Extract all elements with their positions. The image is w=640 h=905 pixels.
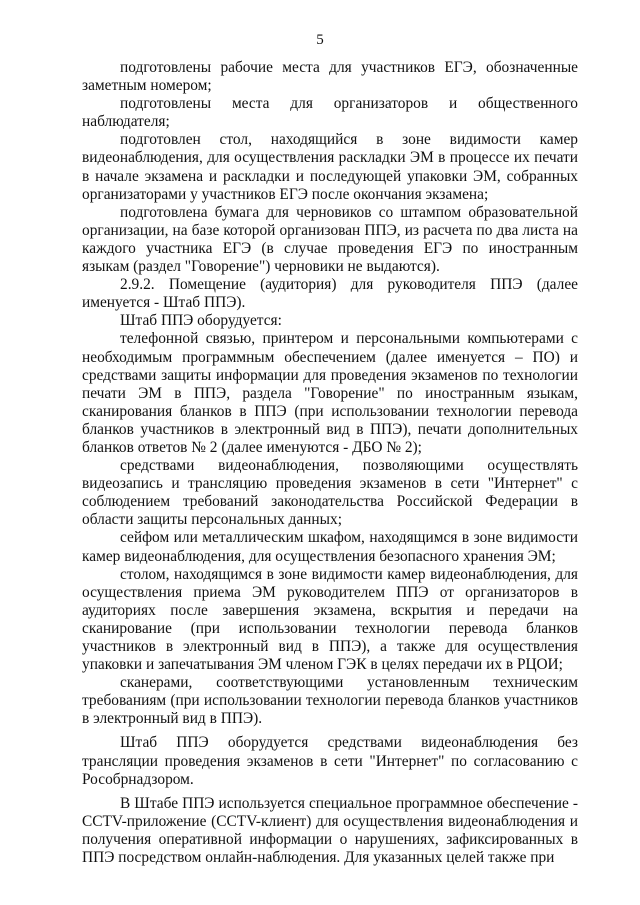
paragraph-video-surveillance: средствами видеонаблюдения, позволяющими осуществлять видеозапись и трансляцию проведения экзаменов в сети "Интернет" с соблюдением требований законодательства Российской Федерации в области защиты персональных данных; — [82, 457, 578, 529]
paragraph-section-2-9-2: 2.9.2. Помещение (аудитория) для руководителя ППЭ (далее именуется - Штаб ППЭ). — [82, 276, 578, 312]
paragraph-workplaces: подготовлены рабочие места для участников ЕГЭ, обозначенные заметным номером; — [82, 59, 578, 95]
paragraph-phone-printer: телефонной связью, принтером и персональными компьютерами с необходимым программным обеспечением (далее именуется – ПО) и средствами защиты информации для проведения экзаменов по технологии печати ЭМ в ППЭ, раздела "Говорение" по иностранным языкам, сканирования бланков в ППЭ (при использовании технологии перевода бланков участников в электронный вид в ППЭ), печати дополнительных бланков ответов № 2 (далее именуются - ДБО № 2); — [82, 330, 578, 456]
paragraph-safe: сейфом или металлическим шкафом, находящимся в зоне видимости камер видеонаблюдения, для осуществления безопасного хранения ЭМ; — [82, 529, 578, 565]
document-body — [82, 59, 578, 867]
paragraph-no-broadcast: Штаб ППЭ оборудуется средствами видеонаблюдения без трансляции проведения экзаменов в сети "Интернет" по согласованию с Рособрнадзором. — [82, 734, 578, 788]
paragraph-staff-equipment: Штаб ППЭ оборудуется: — [120, 312, 282, 330]
paragraph-scanners: сканерами, соответствующими установленным техническим требованиям (при использовании технологии перевода бланков участников в электронный вид в ППЭ). — [82, 674, 578, 728]
paragraph-reception-table: столом, находящимся в зоне видимости камер видеонаблюдения, для осуществления приема ЭМ руководителем ППЭ от организаторов в аудиториях после завершения экзамена, вскрытия и передачи на сканирование (при использовании технологии перевода бланков участников в электронный вид в ППЭ), а также для осуществления упаковки и запечатывания ЭМ членом ГЭК в целях передачи их в РЦОИ; — [82, 565, 578, 674]
page-number: 5 — [316, 32, 324, 48]
paragraph-cctv: В Штабе ППЭ используется специальное программное обеспечение - CCTV-приложение (CCTV-клиент) для осуществления видеонаблюдения и получения оперативной информации о нарушениях, зафиксированных в ППЭ посредством онлайн-наблюдения. Для указанных целей также при — [82, 794, 578, 867]
paragraph-organizer-places: подготовлены места для организаторов и общественного наблюдателя; — [82, 95, 578, 131]
paragraph-table: подготовлен стол, находящийся в зоне видимости камер видеонаблюдения, для осуществления раскладки ЭМ в процессе их печати в начале экзамена и раскладки и последующей упаковки ЭМ, собранных организаторами у участников ЕГЭ после окончания экзамена; — [82, 131, 578, 203]
paragraph-draft-paper: подготовлена бумага для черновиков со штампом образовательной организации, на базе которой организован ППЭ, из расчета по два листа на каждого участника ЕГЭ (в случае проведения ЕГЭ по иностранным языкам (раздел "Говорение") черновики не выдаются). — [82, 203, 578, 276]
